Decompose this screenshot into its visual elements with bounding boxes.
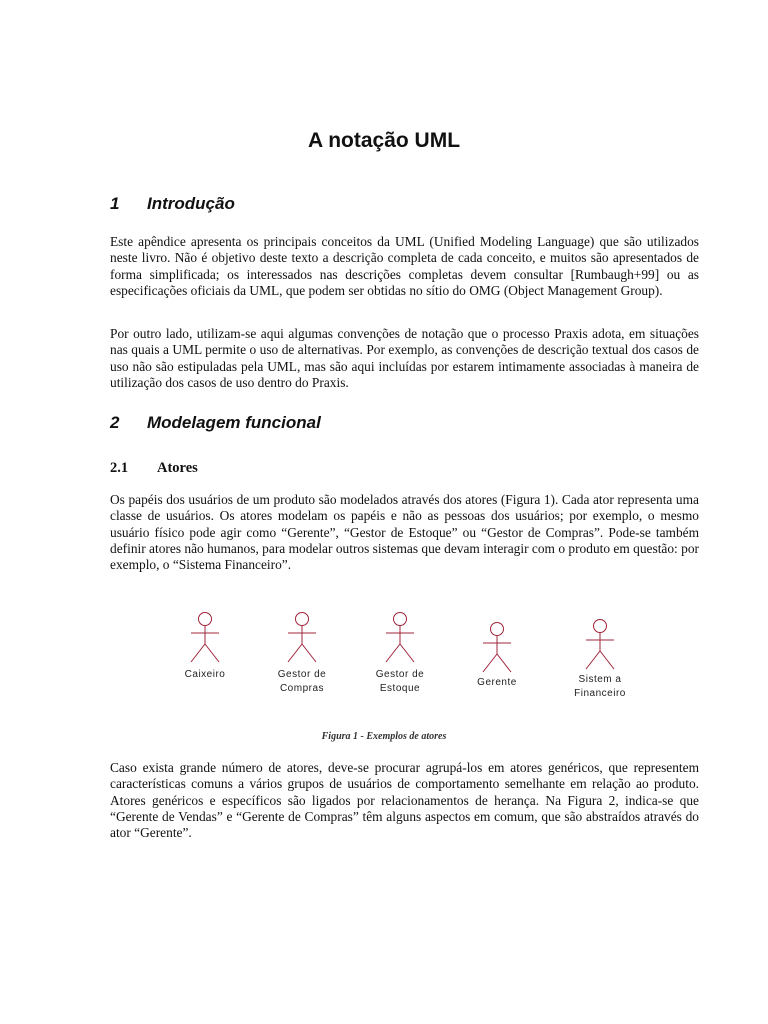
section-number: 1 (110, 194, 120, 213)
actor-left-leg (483, 654, 497, 672)
actor-gerente (447, 622, 547, 690)
figure-caption: Figura 1 - Exemplos de atores (321, 731, 447, 742)
actor-head (296, 613, 309, 626)
actor-left-leg (586, 651, 600, 669)
actor-label: Sistem a Financeiro (574, 674, 626, 699)
actor-label: Gestor de Estoque (375, 669, 425, 694)
section-title: Introdução (147, 194, 235, 213)
paragraph-intro-1: Este apêndice apresenta os principais conceitos da UML (Unified Modeling Language) que são utilizados neste livro. Não é objetivo deste texto a descrição completa de cada conceito, e muitos são apresentados de forma simplificada; os interessados nas descrições completas devem consultar [Rumbaugh+99] ou as especificações oficiais da UML, que podem ser obtidas no sítio do OMG (Object Management Group). (110, 234, 699, 298)
section-title: Modelagem funcional (147, 413, 321, 432)
actor-sistema-financeiro (550, 619, 650, 701)
actor-left-leg (288, 644, 302, 662)
actor-label: Gerente (477, 677, 517, 688)
actor-stick-figure-icon (187, 612, 223, 664)
section-heading-modelagem (110, 413, 321, 433)
actor-right-leg (205, 644, 219, 662)
actor-stick-figure-icon (479, 622, 515, 674)
actor-stick-figure-icon (284, 612, 320, 664)
paragraph-intro-2: Por outro lado, utilizam-se aqui algumas convenções de notação que o processo Praxis adota, em situações nas quais a UML permite o uso de alternativas. Por exemplo, as convenções de descrição textual dos casos de uso não são estipuladas pela UML, mas são aqui incluídas por estarem intimamente associadas à maneira de utilização dos casos de uso dentro do Praxis. (110, 326, 699, 390)
actor-left-leg (386, 644, 400, 662)
actor-label: Caixeiro (184, 669, 226, 680)
paragraph-atores-genericos: Caso exista grande número de atores, deve-se procurar agrupá-los em atores genéricos, que representem características comuns a vários grupos de usuários de comportamento semelhante em relação ao produto. Atores genéricos e específicos são ligados por relacionamentos de herança. Na Figura 2, indica-se que “Gerente de Vendas” e “Gerente de Compras” têm alguns aspectos em comum, que são abstraídos através do ator “Gerente”. (110, 760, 699, 841)
actor-right-leg (400, 644, 414, 662)
actor-right-leg (600, 651, 614, 669)
actor-right-leg (497, 654, 511, 672)
actor-label: Gestor de Compras (277, 669, 327, 694)
actor-gestor-de-compras (252, 612, 352, 696)
actor-stick-figure-icon (382, 612, 418, 664)
actors-figure (110, 612, 699, 722)
section-number: 2 (110, 413, 120, 432)
subsection-heading-atores (110, 460, 198, 477)
actor-head (491, 623, 504, 636)
paragraph-atores: Os papéis dos usuários de um produto são modelados através dos atores (Figura 1). Cada ator representa uma classe de usuários. Os atores modelam os papéis e não as pessoas dos usuários; por exemplo, o mesmo usuário físico pode agir como “Gerente”, “Gestor de Estoque” ou “Gestor de Compras”. Pode-se também definir atores não humanos, para modelar outros sistemas que devam interagir com o produto em questão: por exemplo, o “Sistema Financeiro”. (110, 492, 699, 573)
subsection-title: Atores (157, 460, 198, 476)
section-heading-introducao (110, 194, 235, 214)
actor-stick-figure-icon (582, 619, 618, 671)
actor-right-leg (302, 644, 316, 662)
actor-head (199, 613, 212, 626)
subsection-number: 2.1 (110, 460, 129, 476)
actor-head (594, 620, 607, 633)
actor-caixeiro (155, 612, 255, 682)
actor-left-leg (191, 644, 205, 662)
actor-head (394, 613, 407, 626)
page-title: A notação UML (307, 129, 461, 152)
actor-gestor-de-estoque (350, 612, 450, 696)
